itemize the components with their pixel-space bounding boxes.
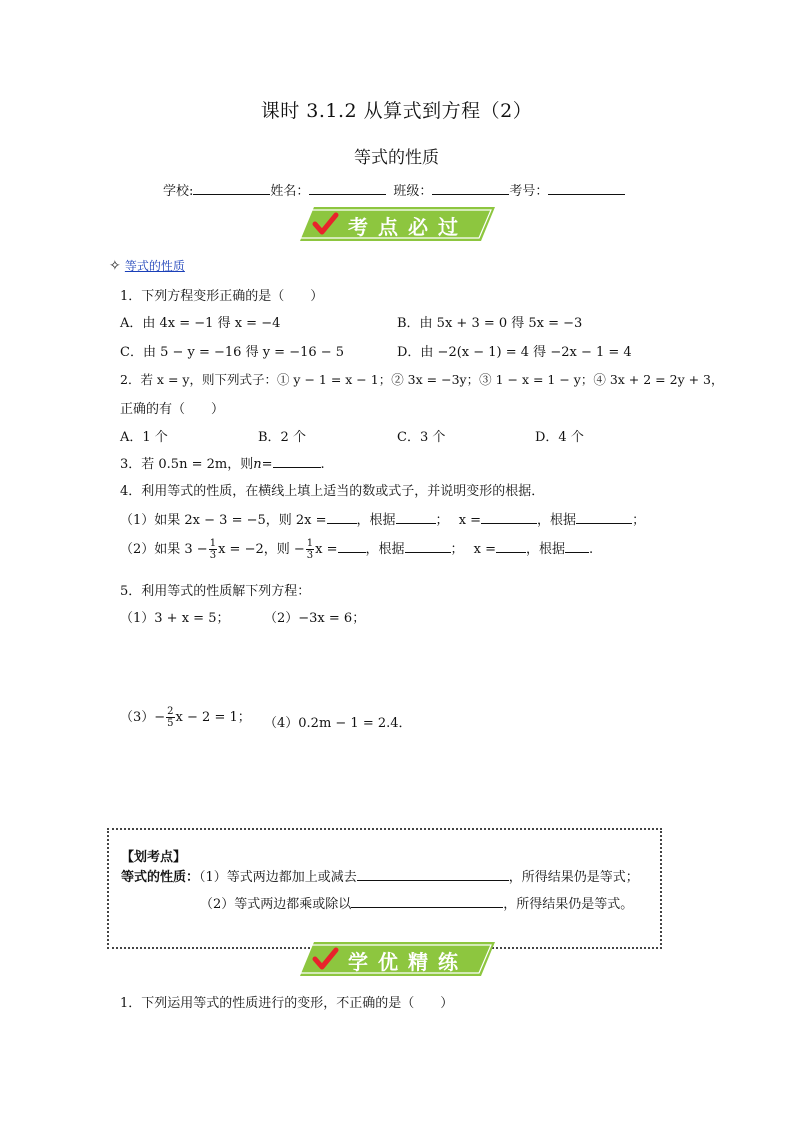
q4-p2-fraction2	[306, 538, 314, 561]
fraction-denominator: 3	[209, 550, 217, 561]
class-label: 班级：	[393, 184, 433, 199]
q1-option-b[interactable]: B．由 5x + 3 = 0 得 5x = −3	[397, 316, 583, 331]
key-point-heading: 【划考点】	[121, 850, 187, 865]
q5-p3-text: （3）−	[120, 710, 166, 725]
check-icon	[310, 944, 340, 974]
check-icon	[310, 209, 340, 239]
key-point-line2	[200, 893, 633, 912]
q3-var: n	[253, 457, 262, 472]
q4-part2	[120, 537, 593, 563]
key-point-l2-text: （2）等式两边都乘或除以	[200, 897, 352, 912]
class-field[interactable]	[432, 182, 509, 195]
key-point-l2-end: ，所得结果仍是等式。	[503, 897, 634, 912]
q5-stem: 5．利用等式的性质解下列方程：	[120, 584, 311, 599]
sparkle-icon: ✧	[109, 258, 121, 274]
q1-option-a[interactable]: A．由 4x = −1 得 x = −4	[120, 316, 281, 331]
q4-p1-sep: ；	[435, 513, 449, 528]
q4-p2-fraction	[209, 538, 217, 561]
q1-option-d[interactable]: D．由 −2(x − 1) = 4 得 −2x − 1 = 4	[397, 345, 632, 360]
q4-p1-basis-label2: ，根据	[537, 513, 577, 528]
q4-p1-end: ；	[632, 513, 646, 528]
q4-p1-x: x =	[458, 513, 482, 528]
q5-part1: （1）3 + x = 5；	[120, 611, 230, 626]
name-label: 姓名：	[270, 184, 310, 199]
q3	[120, 453, 325, 472]
fraction-denominator: 3	[306, 550, 314, 561]
q2-option-c[interactable]: C．3 个	[397, 430, 446, 445]
q1-stem: 1．下列方程变形正确的是（ ）	[120, 289, 324, 304]
q4-p2-basis-label2: ，根据	[526, 542, 566, 557]
banner-key-points	[300, 207, 495, 241]
name-field[interactable]	[309, 182, 386, 195]
key-point-label: 等式的性质：	[121, 870, 200, 885]
id-label: 考号：	[509, 184, 549, 199]
page-subtitle: 等式的性质	[354, 148, 439, 168]
practice-q1-stem: 1．下列运用等式的性质进行的变形，不正确的是（ ）	[120, 996, 454, 1011]
q4-p2-end: .	[589, 542, 594, 557]
q4-p2-x2: x =	[473, 542, 497, 557]
q3-blank[interactable]	[273, 455, 321, 468]
q4-p2-blank4[interactable]	[565, 540, 589, 553]
q5-part3	[120, 705, 251, 731]
id-field[interactable]	[548, 182, 625, 195]
fraction-numerator: 1	[306, 538, 314, 549]
q4-p1-blank1[interactable]	[327, 511, 357, 524]
fraction-numerator: 2	[167, 706, 174, 717]
q2-option-b[interactable]: B．2 个	[258, 430, 306, 445]
q4-p1-text: （1）如果 2x − 3 = −5，则 2x =	[120, 513, 327, 528]
q5-part4: （4）0.2m − 1 = 2.4．	[264, 716, 412, 731]
q3-end: .	[320, 457, 325, 472]
q2-stem-cont: 正确的有（ ）	[120, 402, 225, 417]
key-point-line1	[121, 866, 639, 885]
key-point-box	[107, 828, 662, 949]
q4-p2-sep: ；	[450, 542, 464, 557]
key-point-l1-end: ，所得结果仍是等式；	[508, 870, 639, 885]
student-info-line	[163, 180, 625, 199]
key-point-blank1[interactable]	[357, 868, 509, 881]
q1-option-c[interactable]: C．由 5 − y = −16 得 y = −16 − 5	[120, 345, 345, 360]
key-point-blank2[interactable]	[351, 895, 503, 908]
banner-text: 学优精练	[348, 950, 468, 974]
q4-p2-text: （2）如果 3 −	[120, 542, 208, 557]
q3-eq: =	[261, 457, 273, 472]
section-link[interactable]: 等式的性质	[124, 259, 185, 273]
q4-p2-blank1[interactable]	[338, 540, 366, 553]
q4-p2-blank2[interactable]	[405, 540, 451, 553]
q5-p3-text2: x − 2 = 1；	[175, 710, 251, 725]
q5-p3-fraction	[166, 706, 174, 729]
fraction-denominator: 5	[167, 718, 174, 729]
q4-stem: 4．利用等式的性质，在横线上填上适当的数或式子，并说明变形的根据．	[120, 484, 545, 499]
q4-p2-basis-label: ，根据	[365, 542, 405, 557]
q5-part2: （2）−3x = 6；	[264, 611, 366, 626]
key-point-l1-text: （1）等式两边都加上或减去	[199, 870, 357, 885]
q4-p2-text2: x = −2，则 −	[218, 542, 305, 557]
banner-text: 考点必过	[348, 215, 468, 239]
q4-p1-blank3[interactable]	[481, 511, 537, 524]
school-label: 学校:	[163, 184, 194, 199]
page-title: 课时 3.1.2 从算式到方程（2）	[260, 100, 533, 122]
q4-p1-blank4[interactable]	[576, 511, 632, 524]
fraction-numerator: 1	[209, 538, 217, 549]
section-header	[109, 257, 185, 274]
q4-p2-blank3[interactable]	[496, 540, 526, 553]
q3-pre: 3．若 0.5n = 2m，则	[120, 457, 254, 472]
q2-stem: 2．若 x = y，则下列式子：① y − 1 = x − 1；② 3x = −3y；③ 1 − x = 1 − y；④ 3x + 2 = 2y + 3，	[120, 372, 724, 387]
q4-part1	[120, 509, 645, 528]
q2-option-d[interactable]: D．4 个	[535, 430, 584, 445]
q4-p1-basis-label: ，根据	[356, 513, 396, 528]
school-field[interactable]	[193, 182, 270, 195]
banner-practice	[300, 942, 495, 976]
q4-p1-blank2[interactable]	[396, 511, 436, 524]
q4-p2-x: x =	[315, 542, 338, 557]
q2-option-a[interactable]: A．1 个	[120, 430, 168, 445]
